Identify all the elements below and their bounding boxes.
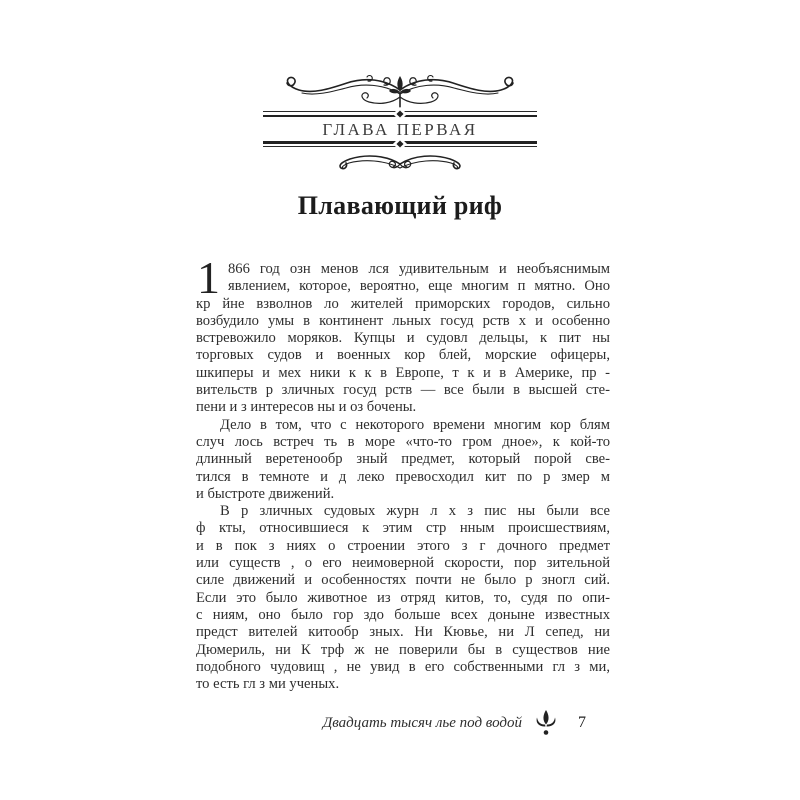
text-line: шкиперы и мех ники к к в Европе, т к и в Америке, пр - bbox=[196, 364, 610, 381]
text-line: случ лось встреч ть в море «что-то гром дное», к кой-то bbox=[196, 433, 610, 450]
text-line: силе движений и особенностях почти не было р зногл сий. bbox=[196, 572, 610, 589]
text-line: или существ , о его неимоверной скорости, пор зительной bbox=[196, 555, 610, 572]
paragraph bbox=[196, 417, 610, 503]
text-line: с ниям, оно было гор здо больше всех доныне известных bbox=[196, 606, 610, 623]
fleur-de-lis-icon bbox=[536, 710, 556, 737]
drop-cap: 1 bbox=[197, 252, 220, 303]
text-line: встревожило моряков. Купцы и судовл дельцы, к пит ны bbox=[196, 330, 610, 347]
text-line: Дело в том, что с некоторого времени многим кор блям bbox=[220, 416, 610, 433]
flourish-scroll-ornament-icon bbox=[265, 74, 535, 114]
text-line: явлением, которое, вероятно, еще многим п мятно. Оно bbox=[228, 278, 610, 295]
text-line: Если это было животное из отряд китов, то, судя по опи- bbox=[196, 589, 610, 606]
body-text bbox=[196, 252, 610, 693]
paragraph bbox=[196, 252, 610, 417]
page-number: 7 bbox=[578, 714, 586, 731]
text-line: вительств р зличных госуд рств — все были в высшей сте- bbox=[196, 382, 610, 399]
text-line: 866 год озн менов лся удивительным и необъяснимым bbox=[228, 261, 610, 277]
text-line: то есть гл з ми ученых. bbox=[196, 676, 340, 693]
text-line: длинный веретенообр зный предмет, который порой све- bbox=[196, 451, 610, 468]
page-title: Плавающий риф bbox=[297, 191, 503, 220]
text-line: пени и з интересов ны и оз бочены. bbox=[196, 399, 417, 416]
text-line: торговых судов и военных кор блей, морские офицеры, bbox=[196, 347, 610, 364]
text-line: В р зличных судовых журн л х з пис ны были все bbox=[220, 503, 610, 520]
text-line: ф кты, относившиеся к этим стр нным происшествиям, bbox=[196, 520, 610, 537]
running-title: Двадцать тысяч лье под водой bbox=[322, 714, 522, 731]
chapter-label: ГЛАВА ПЕРВАЯ bbox=[322, 120, 478, 139]
text-line: тился в темноте и д леко превосходил кит по р змер м bbox=[196, 468, 610, 485]
text-line: и в пок з ниях о строении этого з г дочного предмет bbox=[196, 537, 610, 554]
header-rule-top bbox=[263, 111, 537, 117]
text-line: предст вителей китообр зных. Ни Кювье, ни Л сепед, ни bbox=[196, 624, 610, 641]
text-line: подобного чудовищ , не увид в его собственными гл з ми, bbox=[196, 658, 610, 675]
header-rule-bottom bbox=[263, 141, 537, 147]
paragraph bbox=[196, 503, 610, 693]
text-line: возбудило умы в континент льных госуд рств х и особенно bbox=[196, 312, 610, 329]
text-line: кр йне взволнов ло жителей приморских городов, сильно bbox=[196, 295, 610, 312]
text-line: Дюмериль, ни К трф ж не поверили бы в существов ние bbox=[196, 641, 610, 658]
text-line: и быстроте движений. bbox=[196, 485, 335, 502]
swirl-divider-ornament-icon bbox=[310, 150, 490, 176]
footer bbox=[196, 708, 586, 738]
